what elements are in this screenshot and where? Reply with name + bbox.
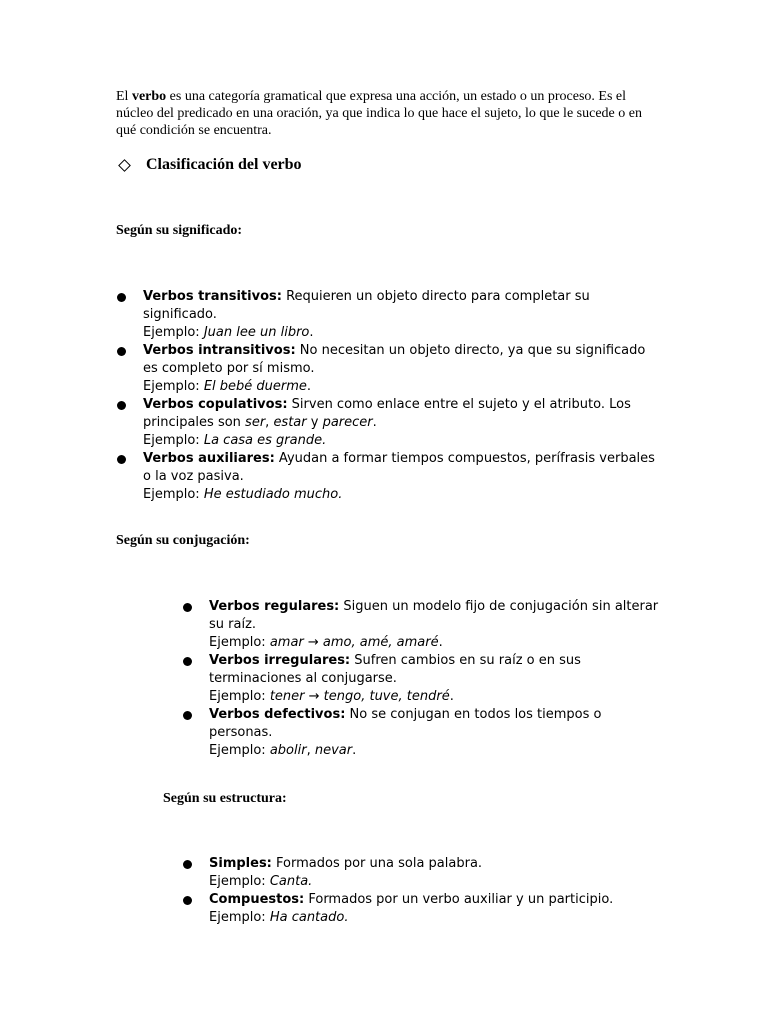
list-item <box>182 706 662 760</box>
list-estructura <box>182 855 662 927</box>
separator: y <box>306 415 323 430</box>
list-item <box>182 855 662 891</box>
item-desc: Formados por un verbo auxiliar y un participio. <box>304 892 614 907</box>
item-desc: Sirven como enlace entre el sujeto y el atributo. Los principales son <box>143 397 631 430</box>
example-text: Canta. <box>269 874 313 889</box>
separator: , <box>265 415 274 430</box>
heading-estructura: Según su estructura: <box>163 791 287 806</box>
intro-keyword: verbo <box>131 89 167 104</box>
heading-significado: Según su significado: <box>116 223 243 238</box>
example-label: Ejemplo: <box>143 379 204 394</box>
example-end: . <box>309 325 314 340</box>
example-text: amar → amo, amé, amaré <box>269 635 439 650</box>
list-item <box>116 342 661 396</box>
example-label: Ejemplo: <box>143 433 204 448</box>
bullet-icon <box>117 401 126 410</box>
list-item <box>182 598 662 652</box>
item-term: Verbos irregulares: <box>209 653 351 668</box>
intro-paragraph <box>116 88 656 139</box>
example-text: tener → tengo, tuve, tendré <box>269 689 450 704</box>
example-text: He estudiado mucho. <box>203 487 343 502</box>
item-term: Verbos copulativos: <box>143 397 288 412</box>
item-desc: No necesitan un objeto directo, ya que su significado es completo por sí mismo. <box>143 343 646 376</box>
desc-end: . <box>372 415 377 430</box>
bullet-icon <box>183 711 192 720</box>
bullet-icon <box>183 860 192 869</box>
item-desc: Requieren un objeto directo para completar su significado. <box>143 289 590 322</box>
item-term: Verbos transitivos: <box>143 289 282 304</box>
example-text-2: nevar <box>314 743 353 758</box>
item-term: Verbos defectivos: <box>209 707 346 722</box>
intro-prefix: El <box>116 89 132 104</box>
example-end: . <box>306 379 312 394</box>
list-item <box>116 450 661 504</box>
bullet-icon <box>183 896 192 905</box>
bullet-icon <box>117 293 126 302</box>
example-text: La casa es grande. <box>203 433 327 448</box>
bullet-icon <box>183 657 192 666</box>
item-desc: Siguen un modelo fijo de conjugación sin alterar su raíz. <box>209 599 659 632</box>
example-label: Ejemplo: <box>143 325 204 340</box>
bullet-icon <box>117 347 126 356</box>
example-end: . <box>438 635 443 650</box>
list-item <box>116 288 661 342</box>
diamond-bullet-icon <box>118 159 131 172</box>
item-term: Simples: <box>209 856 272 871</box>
item-desc: Sufren cambios en su raíz o en sus terminaciones al conjugarse. <box>209 653 581 686</box>
bullet-icon <box>117 455 126 464</box>
verb-estar: estar <box>273 415 307 430</box>
list-item <box>182 652 662 706</box>
example-label: Ejemplo: <box>209 635 270 650</box>
intro-text: es una categoría gramatical que expresa una acción, un estado o un proceso. Es el núcleo del predicado en una oración, ya que indica lo que hace el sujeto, lo que le sucede o en qué condición se encuentra. <box>116 89 642 138</box>
example-label: Ejemplo: <box>209 874 270 889</box>
example-text: abolir <box>269 743 307 758</box>
list-item <box>116 396 661 450</box>
example-label: Ejemplo: <box>209 743 270 758</box>
item-term: Verbos intransitivos: <box>143 343 296 358</box>
item-desc: Ayudan a formar tiempos compuestos, perífrasis verbales o la voz pasiva. <box>143 451 655 484</box>
item-term: Verbos regulares: <box>209 599 340 614</box>
verb-ser: ser <box>245 415 266 430</box>
list-item <box>182 891 662 927</box>
section-title <box>116 155 302 175</box>
example-text: Ha cantado. <box>269 910 349 925</box>
example-text: Juan lee un libro <box>203 325 310 340</box>
example-text: El bebé duerme <box>203 379 307 394</box>
section-title-text: Clasificación del verbo <box>146 156 302 173</box>
item-desc: Formados por una sola palabra. <box>271 856 483 871</box>
heading-conjugacion: Según su conjugación: <box>116 533 250 548</box>
example-label: Ejemplo: <box>143 487 204 502</box>
example-label: Ejemplo: <box>209 910 270 925</box>
example-label: Ejemplo: <box>209 689 270 704</box>
verb-parecer: parecer <box>322 415 373 430</box>
list-significado <box>116 288 661 504</box>
item-term: Verbos auxiliares: <box>143 451 275 466</box>
item-desc: No se conjugan en todos los tiempos o personas. <box>209 707 602 740</box>
bullet-icon <box>183 603 192 612</box>
item-term: Compuestos: <box>209 892 305 907</box>
separator: , <box>306 743 315 758</box>
example-end: . <box>449 689 454 704</box>
list-conjugacion <box>182 598 662 760</box>
example-end: . <box>352 743 357 758</box>
